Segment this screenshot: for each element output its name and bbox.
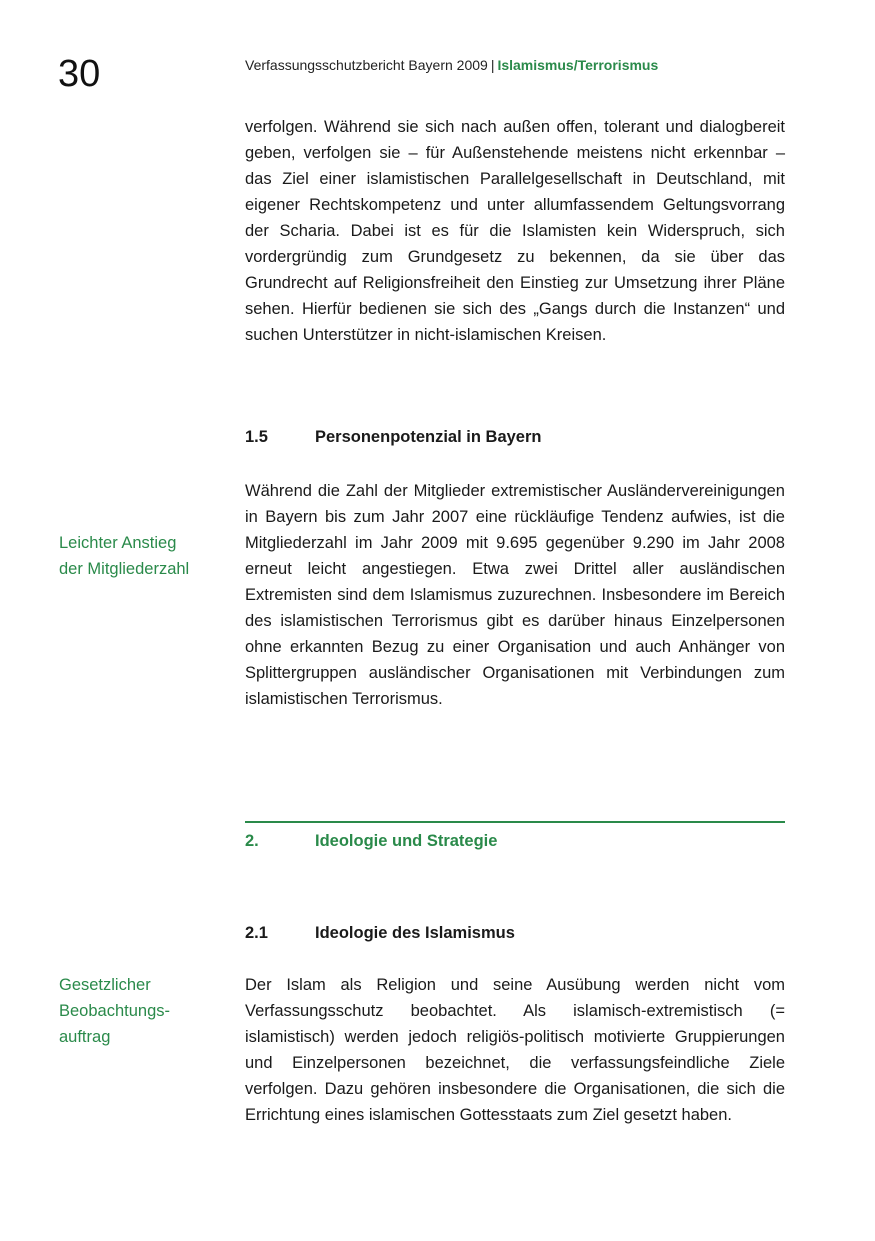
header-separator: | — [490, 57, 495, 73]
intro-paragraph: verfolgen. Während sie sich nach außen offen, tolerant und dialogbereit geben, verfolgen sie – für Außenstehende meistens nicht erkennbar – das Ziel einer islamistischen Parallelgesellschaft in Deutschland, mit eigener Rechtskompetenz und unter allumfassendem Geltungsvorrang der Scharia. Dabei ist es für die Islamisten kein Widerspruch, sich vordergründig zum Grundgesetz zu bekennen, da sie über das Grundrecht auf Religionsfreiheit den Einstieg zur Umsetzung ihrer Pläne sehen. Hierfür bedienen sie sich des „Gangs durch die Instanzen“ und suchen Unterstützer in nicht-islamischen Kreisen. — [245, 118, 785, 344]
section-1-5-paragraph: Während die Zahl der Mitglieder extremistischer Ausländervereinigungen in Bayern bis zum Jahr 2007 eine rückläufige Tendenz aufwies, ist die Mitgliederzahl im Jahr 2009 mit 9.695 gegenüber 9.290 im Jahr 2008 erneut leicht angestiegen. Etwa zwei Drittel aller ausländischen Extremisten sind dem Islamismus zuzurechnen. Insbesondere im Bereich des islamistischen Terrorismus gibt es darüber hinaus Einzelpersonen ohne erkannten Bezug zu einer Organisation und auch Anhänger von Splittergruppen ausländischer Organisationen mit Verbindungen zum islamistischen Terrorismus. — [245, 482, 785, 708]
header-section: Islamismus/Terrorismus — [497, 57, 659, 73]
page-number: 30 — [58, 53, 101, 95]
section-2-1-number: 2.1 — [245, 924, 268, 942]
section-2-1-paragraph: Der Islam als Religion und seine Ausübung werden nicht vom Verfassungsschutz beobachtet. Als islamisch-extremistisch (= islamistisch) werden jedoch religiös-politisch motivierte Gruppierungen und Einzelpersonen bezeichnet, die verfassungsfeindliche Ziele verfolgen. Dazu gehören insbesondere die Organisationen, die sich die Errichtung eines islamischen Gottesstaats zum Ziel gesetzt haben. — [245, 976, 785, 1124]
section-2-title: Ideologie und Strategie — [315, 832, 498, 850]
margin-note-mandate: Gesetzlicher Beobachtungs- auftrag — [59, 976, 170, 1046]
section-2-1-heading — [245, 922, 785, 944]
section-1-5-number: 1.5 — [245, 428, 268, 446]
running-header — [245, 56, 658, 74]
section-divider — [245, 821, 785, 823]
section-2-1-title: Ideologie des Islamismus — [315, 924, 515, 942]
header-publication: Verfassungsschutzbericht Bayern 2009 — [245, 57, 488, 73]
section-2-number: 2. — [245, 832, 259, 850]
section-2-heading — [245, 830, 785, 852]
margin-note-membership: Leichter Anstieg der Mitgliederzahl — [59, 534, 190, 578]
section-1-5-heading — [245, 426, 785, 448]
section-1-5-title: Personenpotenzial in Bayern — [315, 428, 542, 446]
